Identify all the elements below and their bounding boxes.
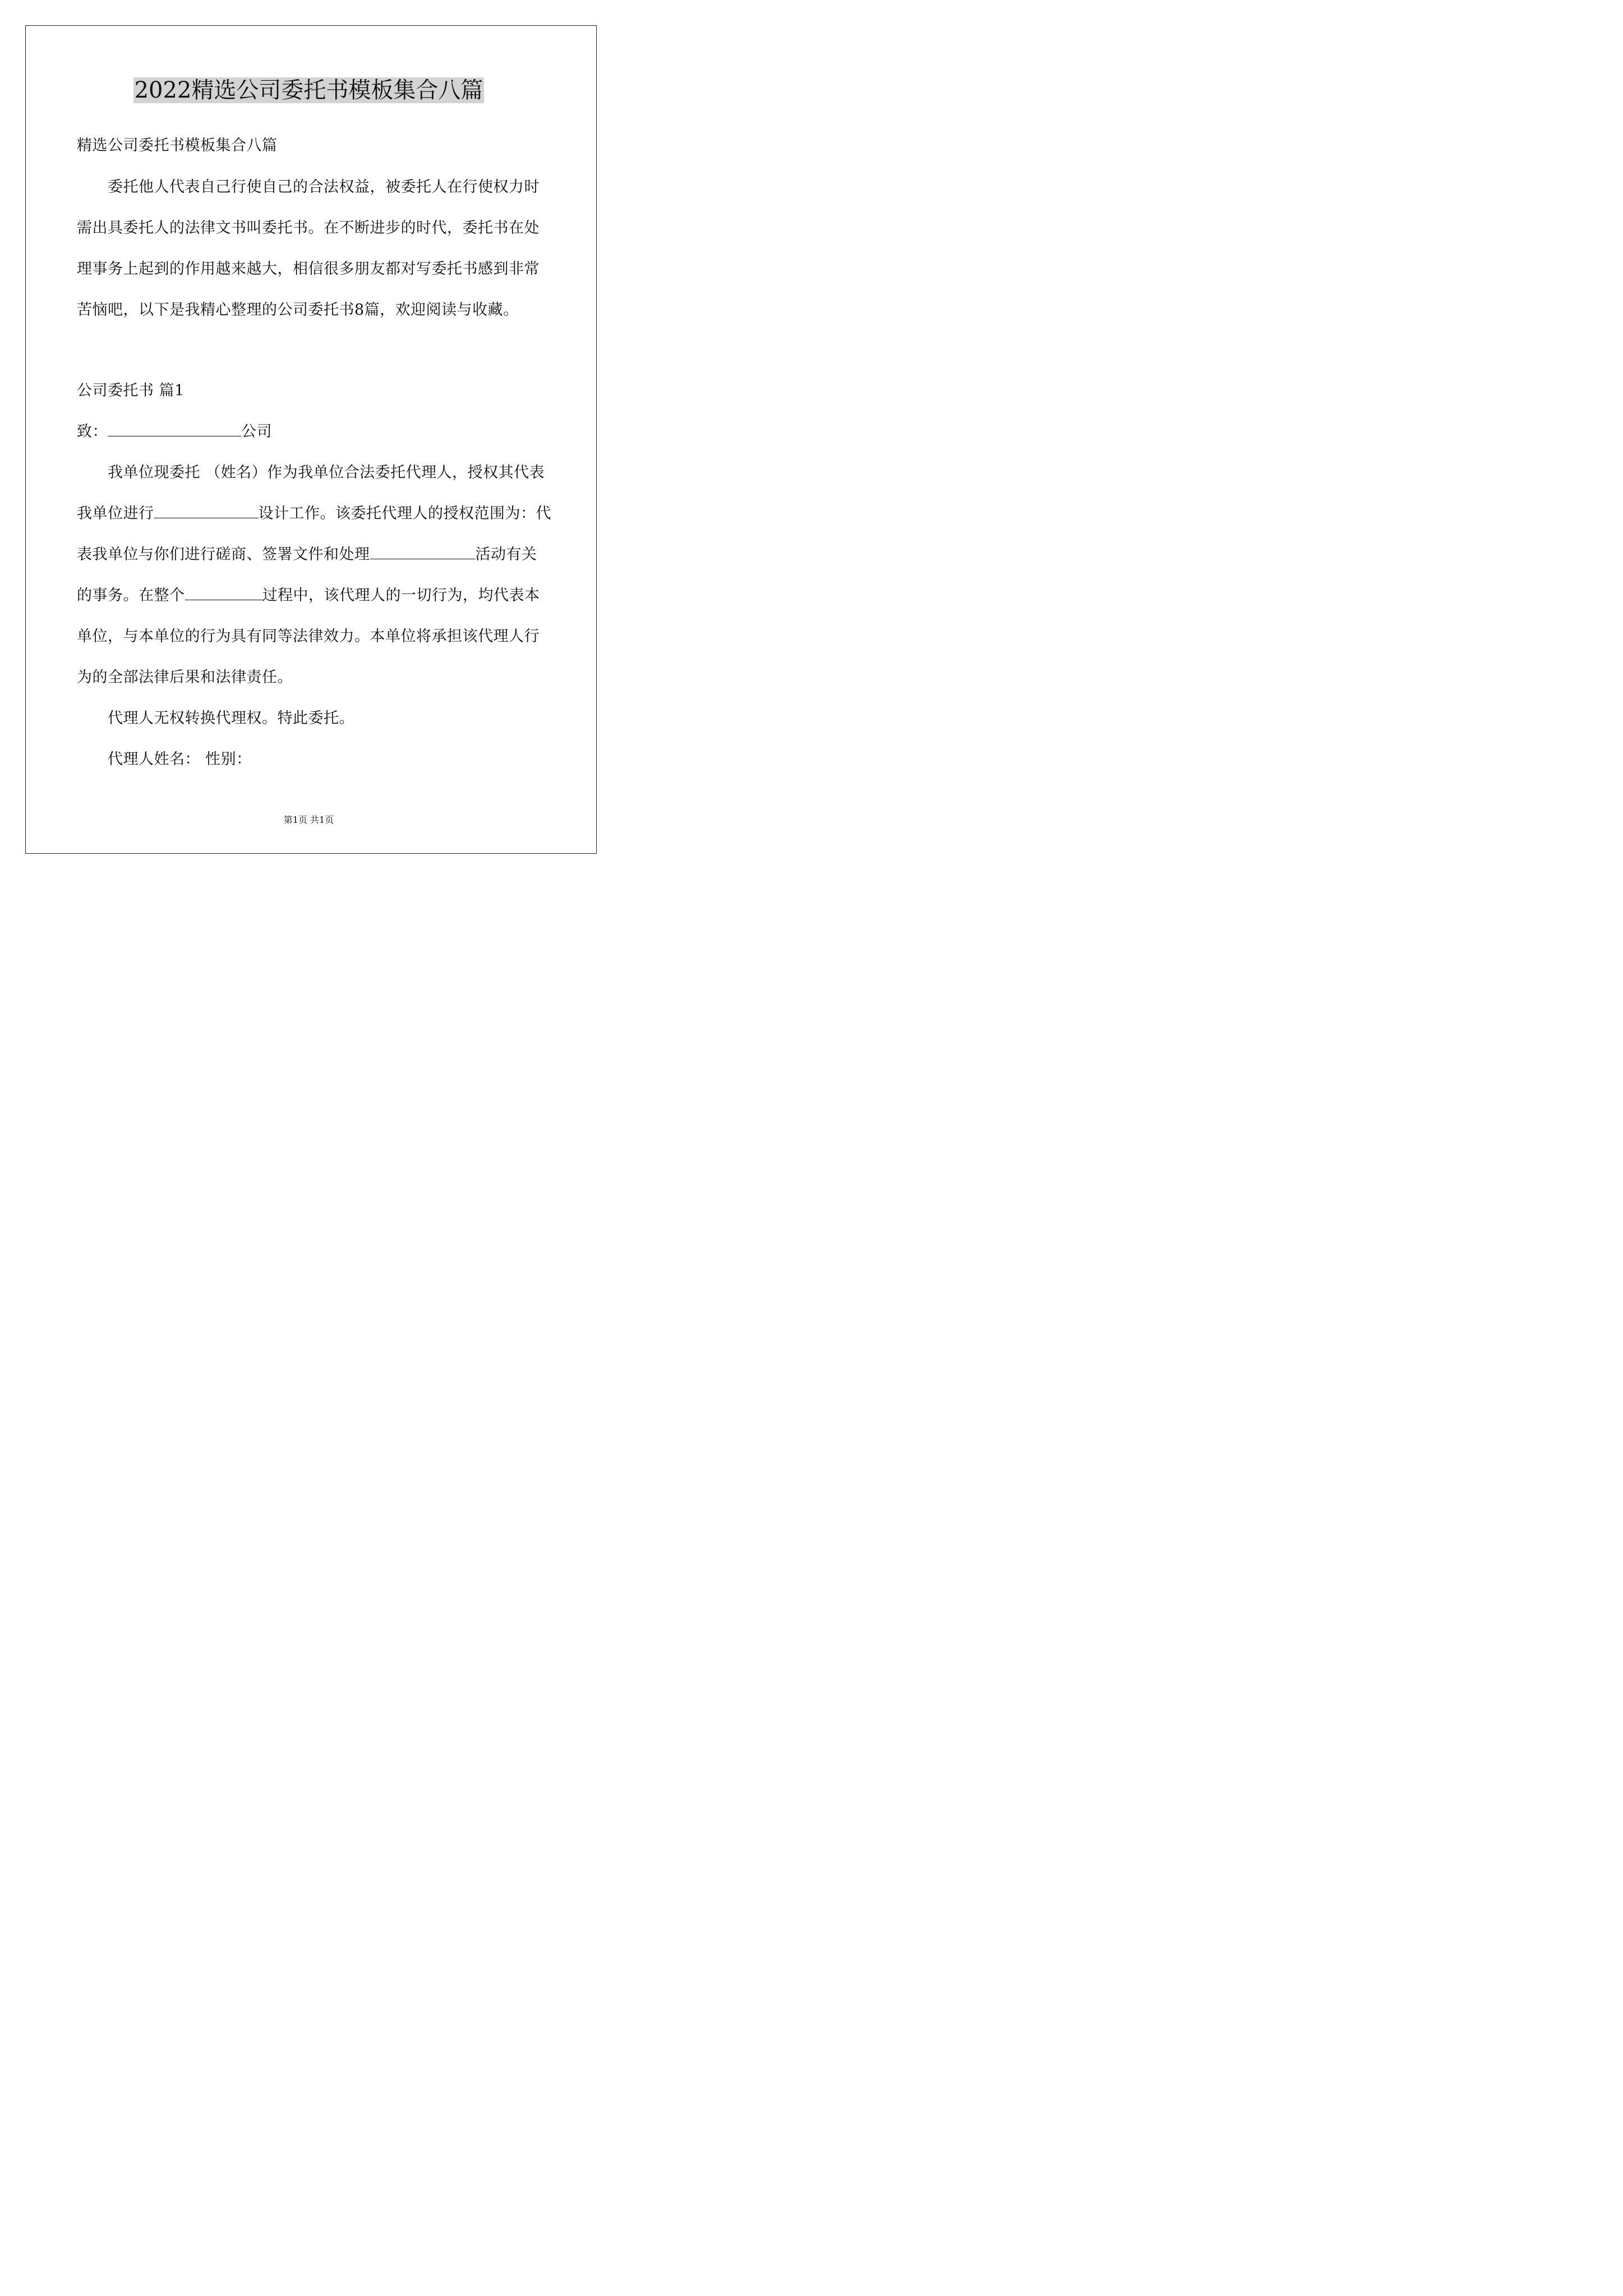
no-transfer-line: 代理人无权转换代理权。特此委托。 [108,710,354,727]
document-title [0,74,617,107]
body-line-4-a: 的事务。在整个 [77,587,185,604]
body-line-2 [77,504,551,524]
process-blank[interactable] [185,586,262,600]
body-line-4-b: 过程中，该代理人的一切行为，均代表本 [262,587,540,604]
section-heading: 公司委托书 篇1 [77,382,185,399]
intro-line-2: 需出具委托人的法律文书叫委托书。在不断进步的时代，委托书在处 [77,219,540,237]
activity-blank[interactable] [370,545,476,559]
agent-fields-line: 代理人姓名： 性别： [108,751,252,768]
body-line-3-a: 表我单位与你们进行磋商、签署文件和处理 [77,546,370,563]
body-line-5: 单位，与本单位的行为具有同等法律效力。本单位将承担该代理人行 [77,628,540,645]
document-subtitle: 精选公司委托书模板集合八篇 [77,137,278,154]
to-prefix: 致： [77,423,108,440]
intro-line-4: 苦恼吧，以下是我精心整理的公司委托书8篇，欢迎阅读与收藏。 [77,301,519,319]
body-line-2-a: 我单位进行 [77,505,154,522]
body-line-6: 为的全部法律后果和法律责任。 [77,669,293,686]
document-title-text: 2022精选公司委托书模板集合八篇 [134,77,483,103]
body-line-3 [77,545,548,565]
to-suffix: 公司 [241,423,272,440]
intro-line-3: 理事务上起到的作用越来越大，相信很多朋友都对写委托书感到非常 [77,260,540,278]
body-line-2-b: 设计工作。该委托代理人的授权范围为：代 [258,505,551,522]
to-line [77,422,548,442]
design-work-blank[interactable] [154,504,259,518]
page-footer: 第1页 共1页 [283,815,334,825]
body-line-4 [77,586,548,606]
intro-line-1: 委托他人代表自己行使自己的合法权益，被委托人在行使权力时 [108,178,540,196]
body-line-1: 我单位现委托 （姓名）作为我单位合法委托代理人，授权其代表 [108,464,545,481]
body-line-3-b: 活动有关 [475,546,537,563]
company-name-blank[interactable] [108,422,241,436]
